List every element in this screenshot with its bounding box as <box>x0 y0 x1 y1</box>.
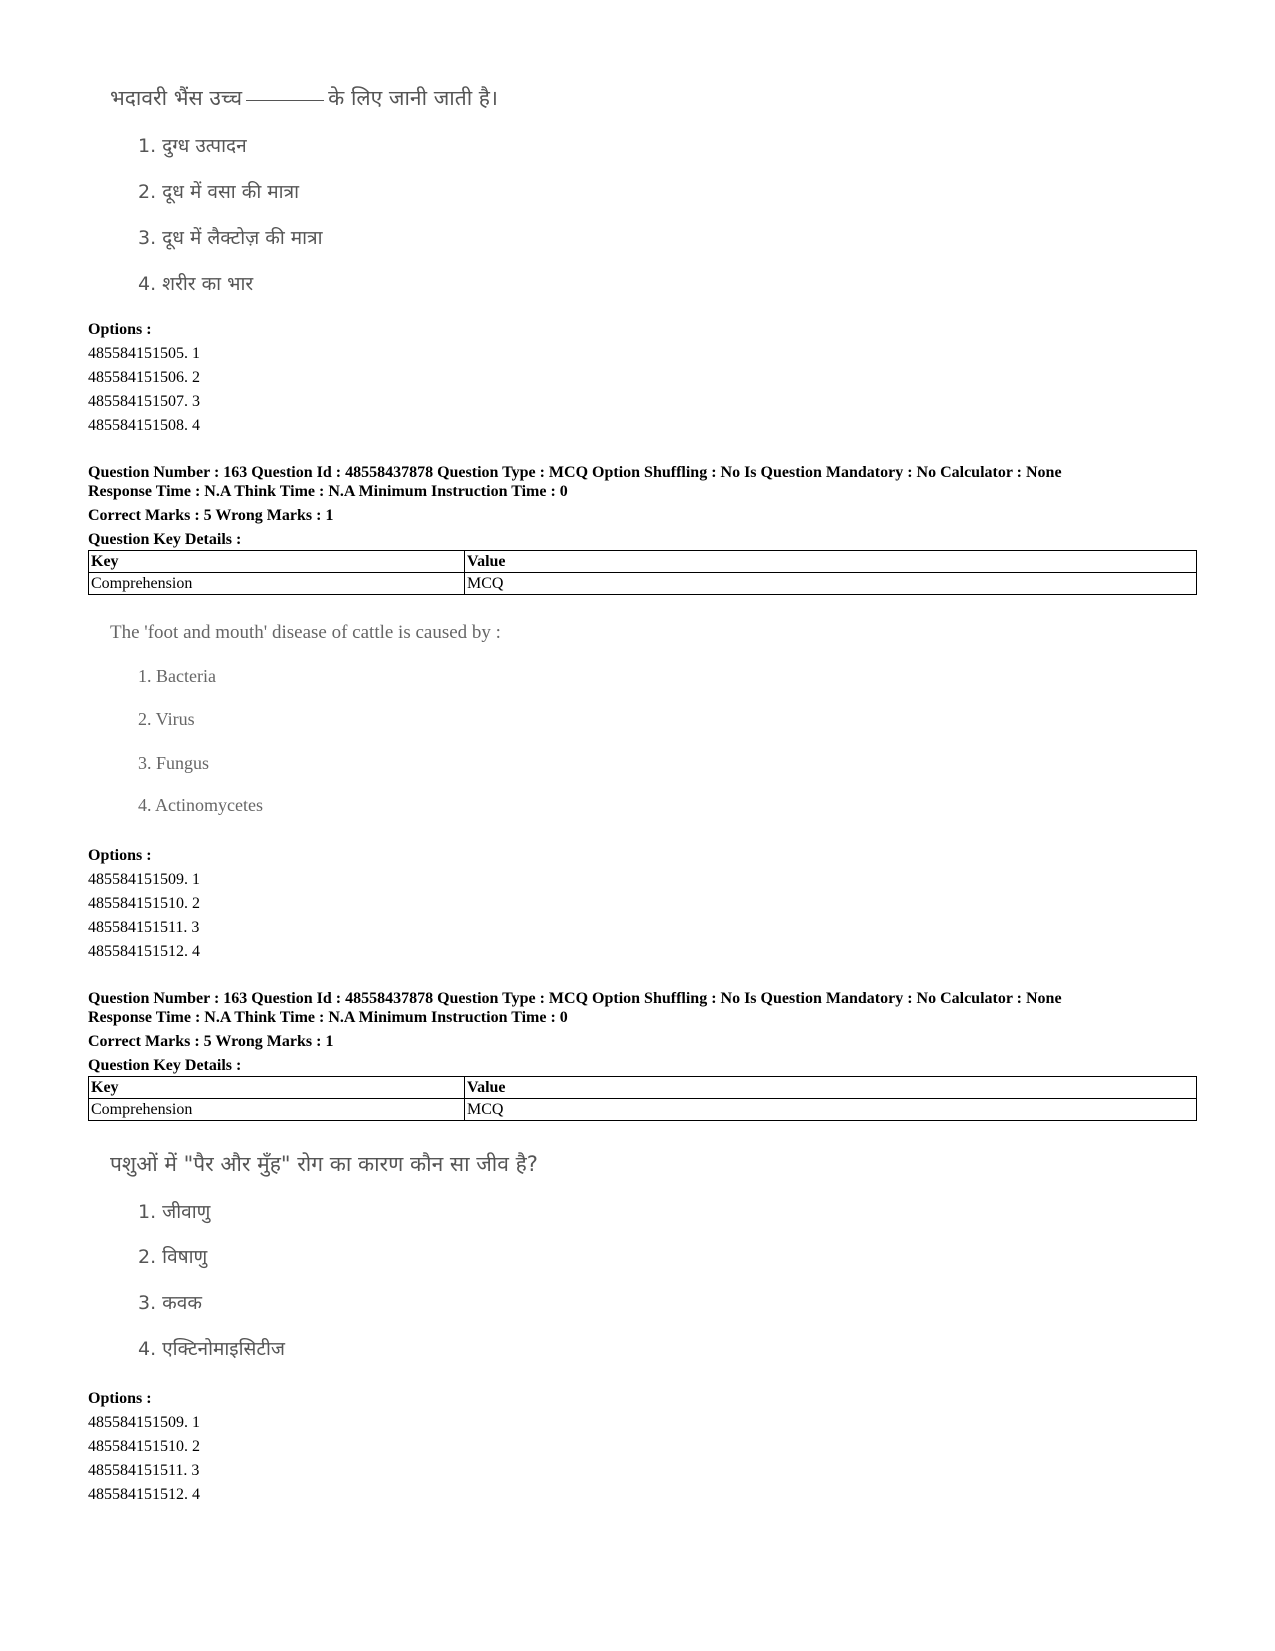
question-meta-line-1: Question Number : 163 Question Id : 48558437878 Question Type : MCQ Option Shuffling : No Is Question Mandatory : No Calculator : None <box>88 464 1062 481</box>
table-header-key: Key <box>89 1077 465 1099</box>
question-stem: The 'foot and mouth' disease of cattle is caused by : <box>110 622 501 643</box>
table-header-key: Key <box>89 551 465 573</box>
choice-item: 1. Bacteria <box>138 666 216 686</box>
key-details-table <box>88 1076 1197 1121</box>
table-cell-key: Comprehension <box>89 573 465 595</box>
options-label: Options : <box>88 1390 152 1407</box>
table-header-row <box>89 1077 1197 1099</box>
key-details-label: Question Key Details : <box>88 1057 242 1074</box>
choice-item: 4. शरीर का भार <box>138 273 254 295</box>
question-meta-line-2: Response Time : N.A Think Time : N.A Minimum Instruction Time : 0 <box>88 483 568 500</box>
option-item: 485584151510. 2 <box>88 1438 200 1455</box>
options-list <box>88 318 200 438</box>
option-item: 485584151510. 2 <box>88 895 200 912</box>
option-item: 485584151509. 1 <box>88 871 200 888</box>
choice-item: 4. Actinomycetes <box>138 795 263 815</box>
question-meta-line-2: Response Time : N.A Think Time : N.A Minimum Instruction Time : 0 <box>88 1009 568 1026</box>
table-cell-key: Comprehension <box>89 1099 465 1121</box>
option-item: 485584151509. 1 <box>88 1414 200 1431</box>
table-row <box>89 573 1197 595</box>
option-item: 485584151506. 2 <box>88 369 200 386</box>
option-item: 485584151512. 4 <box>88 1486 200 1503</box>
question-stem: पशुओं में "पैर और मुँह" रोग का कारण कौन सा जीव है? <box>110 1152 538 1176</box>
choice-item: 3. Fungus <box>138 753 210 773</box>
table-header-value: Value <box>465 551 1197 573</box>
option-item: 485584151505. 1 <box>88 345 200 362</box>
choice-item: 1. दुग्ध उत्पादन <box>138 135 247 157</box>
question-stem: भदावरी भैंस उच्च के लिए जानी जाती है। <box>110 86 498 110</box>
table-cell-value: MCQ <box>465 1099 1197 1121</box>
question-image-english <box>110 622 610 822</box>
question-meta <box>88 463 1198 549</box>
option-item: 485584151512. 4 <box>88 943 200 960</box>
question-image-hindi-1 <box>110 84 610 304</box>
choice-item: 1. जीवाणु <box>138 1201 211 1223</box>
options-label: Options : <box>88 847 152 864</box>
option-item: 485584151508. 4 <box>88 417 200 434</box>
key-details-label: Question Key Details : <box>88 531 242 548</box>
question-image-hindi-2 <box>110 1150 630 1370</box>
option-item: 485584151511. 3 <box>88 919 200 936</box>
fill-blank <box>246 100 324 101</box>
choice-item: 3. कवक <box>138 1292 202 1314</box>
option-item: 485584151511. 3 <box>88 1462 200 1479</box>
question-meta-line-1: Question Number : 163 Question Id : 48558437878 Question Type : MCQ Option Shuffling : No Is Question Mandatory : No Calculator : None <box>88 990 1062 1007</box>
options-list <box>88 844 200 964</box>
choice-item: 4. एक्टिनोमाइसिटीज <box>138 1338 285 1360</box>
marks-line: Correct Marks : 5 Wrong Marks : 1 <box>88 1033 334 1050</box>
table-header-row <box>89 551 1197 573</box>
choice-item: 3. दूध में लैक्टोज़ की मात्रा <box>138 227 323 249</box>
options-list <box>88 1387 200 1507</box>
key-details-table <box>88 550 1197 595</box>
options-label: Options : <box>88 321 152 338</box>
table-row <box>89 1099 1197 1121</box>
table-cell-value: MCQ <box>465 573 1197 595</box>
marks-line: Correct Marks : 5 Wrong Marks : 1 <box>88 507 334 524</box>
option-item: 485584151507. 3 <box>88 393 200 410</box>
table-header-value: Value <box>465 1077 1197 1099</box>
question-meta <box>88 989 1198 1075</box>
choice-item: 2. विषाणु <box>138 1246 208 1268</box>
choice-item: 2. दूध में वसा की मात्रा <box>138 181 299 203</box>
choice-item: 2. Virus <box>138 709 195 729</box>
